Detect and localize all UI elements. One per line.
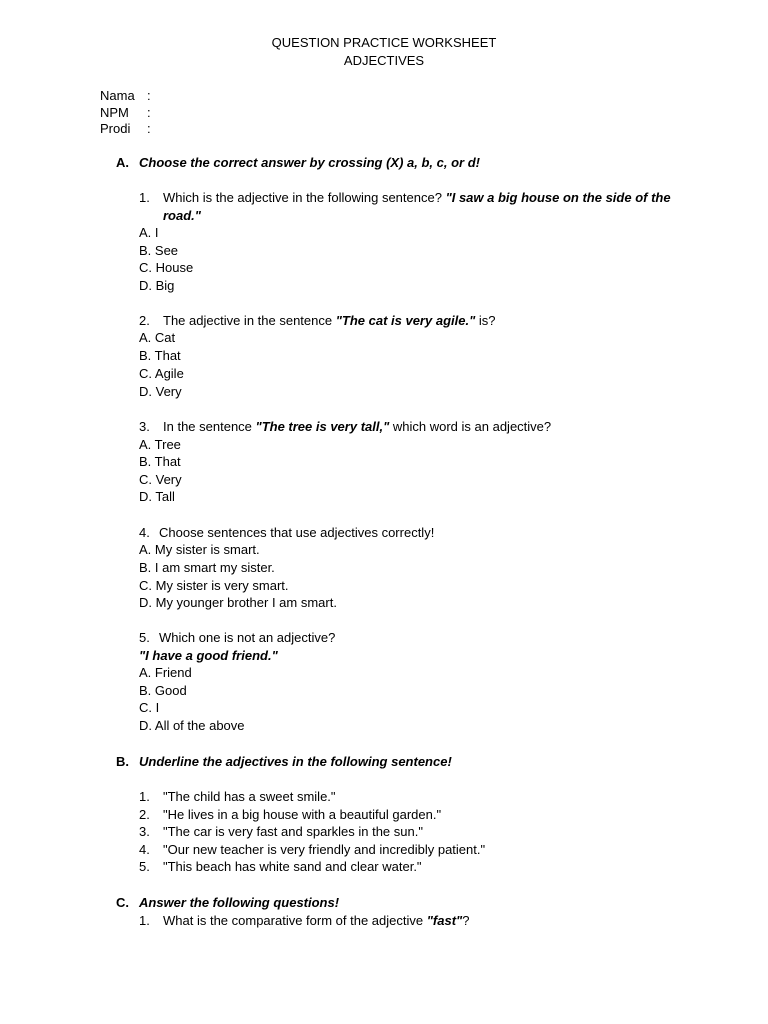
list-item-number: 3. xyxy=(139,824,150,839)
option-d[interactable]: D. My younger brother I am smart. xyxy=(139,595,337,610)
list-item-sentence[interactable]: "The child has a sweet smile." xyxy=(163,789,336,804)
list-item-sentence[interactable]: "This beach has white sand and clear water." xyxy=(163,859,422,874)
worksheet-title: QUESTION PRACTICE WORKSHEET xyxy=(271,35,497,50)
option-a[interactable]: A. I xyxy=(139,225,159,240)
option-b[interactable]: B. That xyxy=(139,454,181,469)
question-tail: which word is an adjective? xyxy=(392,419,552,434)
option-d[interactable]: D. Big xyxy=(139,278,175,293)
question-quote: "The tree is very tall," xyxy=(255,419,390,434)
question-text: Choose sentences that use adjectives correctly! xyxy=(159,525,435,540)
question-quote: "I have a good friend." xyxy=(139,648,278,663)
option-b[interactable]: B. Good xyxy=(139,683,187,698)
question-quote: "The cat is very agile." xyxy=(335,313,476,328)
question-stem: Which is the adjective in the following sentence? xyxy=(163,190,442,205)
option-b[interactable]: B. See xyxy=(139,243,179,258)
option-a[interactable]: A. Cat xyxy=(139,330,176,345)
option-b[interactable]: B. I am smart my sister. xyxy=(139,560,275,575)
option-c[interactable]: C. House xyxy=(139,260,194,275)
list-item-sentence[interactable]: "The car is very fast and sparkles in the sun." xyxy=(163,824,423,839)
section-c-letter: C. xyxy=(116,895,129,910)
question-number: 1. xyxy=(139,190,150,205)
question-text xyxy=(163,189,671,207)
section-b-instruction: Underline the adjectives in the following sentence! xyxy=(139,754,452,769)
question-text xyxy=(163,912,469,930)
list-item-sentence[interactable]: "He lives in a big house with a beautiful garden." xyxy=(163,807,442,822)
section-a-letter: A. xyxy=(116,155,129,170)
list-item-number: 5. xyxy=(139,859,150,874)
option-b[interactable]: B. That xyxy=(139,348,181,363)
section-b-letter: B. xyxy=(116,754,129,769)
identity-colon-npm: : xyxy=(147,105,151,120)
option-d[interactable]: D. All of the above xyxy=(139,718,245,733)
identity-colon-prodi: : xyxy=(147,121,151,136)
option-d[interactable]: D. Very xyxy=(139,384,182,399)
option-a[interactable]: A. Friend xyxy=(139,665,192,680)
question-stem: The adjective in the sentence xyxy=(163,313,333,328)
list-item-sentence[interactable]: "Our new teacher is very friendly and incredibly patient." xyxy=(163,842,486,857)
question-number: 4. xyxy=(139,525,150,540)
worksheet-subtitle: ADJECTIVES xyxy=(343,53,425,68)
list-item-number: 4. xyxy=(139,842,150,857)
list-item-number: 1. xyxy=(139,789,150,804)
question-tail: is? xyxy=(478,313,496,328)
identity-label-nama: Nama xyxy=(100,88,135,103)
section-a-instruction: Choose the correct answer by crossing (X) a, b, c, or d! xyxy=(139,155,480,170)
question-stem: What is the comparative form of the adjective xyxy=(163,913,424,928)
question-stem: In the sentence xyxy=(163,419,252,434)
question-quote-continued: road." xyxy=(163,208,201,223)
question-quote: "fast" xyxy=(426,913,463,928)
question-number: 5. xyxy=(139,630,150,645)
question-quote: "I saw a big house on the side of the xyxy=(445,190,671,205)
option-a[interactable]: A. My sister is smart. xyxy=(139,542,260,557)
question-text: Which one is not an adjective? xyxy=(159,630,336,645)
identity-colon-nama: : xyxy=(147,88,151,103)
option-c[interactable]: C. Very xyxy=(139,472,182,487)
question-number: 1. xyxy=(139,913,150,928)
question-text xyxy=(163,418,551,436)
option-a[interactable]: A. Tree xyxy=(139,437,181,452)
question-number: 3. xyxy=(139,419,150,434)
identity-label-prodi: Prodi xyxy=(100,121,131,136)
list-item-number: 2. xyxy=(139,807,150,822)
option-c[interactable]: C. I xyxy=(139,700,160,715)
question-number: 2. xyxy=(139,313,150,328)
option-d[interactable]: D. Tall xyxy=(139,489,175,504)
identity-label-npm: NPM xyxy=(100,105,129,120)
question-text xyxy=(163,312,496,330)
question-tail: ? xyxy=(462,913,470,928)
section-c-instruction: Answer the following questions! xyxy=(139,895,340,910)
option-c[interactable]: C. Agile xyxy=(139,366,184,381)
option-c[interactable]: C. My sister is very smart. xyxy=(139,578,289,593)
